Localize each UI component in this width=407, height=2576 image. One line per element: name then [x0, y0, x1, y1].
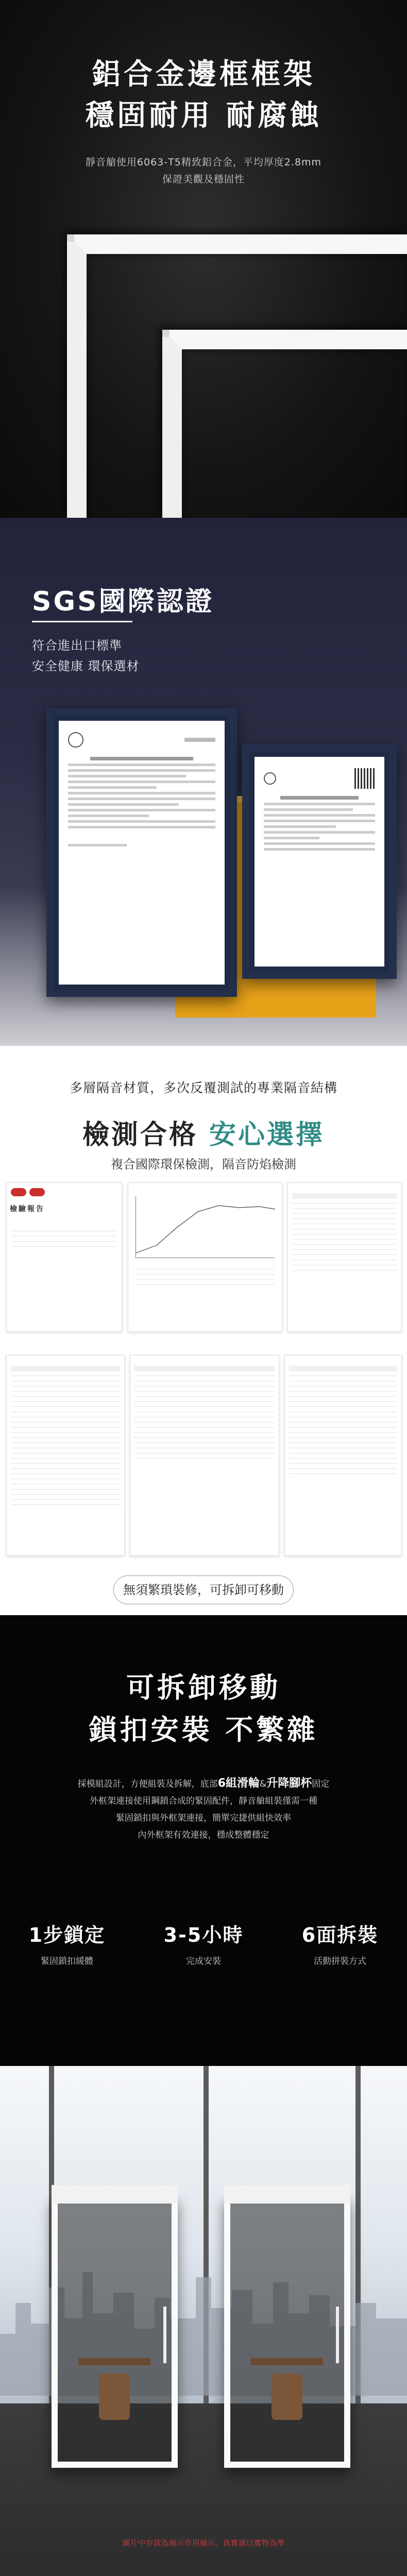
- sgs-title: SGS國際認證: [32, 586, 214, 617]
- sgs-divider: [32, 621, 132, 622]
- phone-booth-right: [224, 2197, 350, 2468]
- sgs-section: [0, 518, 407, 1046]
- stat-lock: 1步鎖定 緊固鎖扣緩體: [28, 1924, 106, 1967]
- qr-code-icon: [354, 768, 375, 789]
- report-table-page-1: [287, 1182, 402, 1332]
- detach-para-line2: 外框架連接使用鋼鎖合成的緊固配件，靜音艙組裝僅需一種: [90, 1796, 317, 1806]
- detach-title-line2: 鎖扣安裝 不繁雜: [89, 1714, 318, 1746]
- sgs-line2: 安全健康 環保選材: [32, 659, 140, 673]
- aluminum-desc-line1: 靜音艙使用6063-T5精致鋁合金，平均厚度2.8mm: [85, 157, 322, 168]
- detach-para-line1: 採模組設計，方便組裝及拆解，底部6組滑輪&升降腳杯固定: [77, 1777, 330, 1790]
- testing-title-accent: 安心選擇: [209, 1120, 325, 1150]
- aluminum-title-line1: 鋁合金邊框框架: [92, 58, 315, 91]
- detachable-section: [0, 1615, 407, 2576]
- report-table-page-3: [130, 1355, 279, 1556]
- report-cover-title: 檢驗報告: [10, 1205, 45, 1213]
- testing-title-plain: 檢測合格: [82, 1120, 210, 1150]
- image-disclaimer: 圖片中存款為展示作用展示，真實請以實物為準: [122, 2538, 285, 2548]
- aluminum-title-line2: 穩固耐用 耐腐蝕: [85, 99, 322, 132]
- sgs-seal-icon-2: [264, 772, 276, 785]
- detach-title-line1: 可拆卸移動: [126, 1671, 281, 1704]
- cma-logo-icon: [11, 1188, 26, 1196]
- testing-section: [0, 1046, 407, 1615]
- sgs-certificate-small: [242, 744, 397, 979]
- report-chart-page: [128, 1182, 282, 1332]
- frame-profile-image-2: [162, 330, 407, 518]
- aluminum-desc-line2: 保證美觀及穩固性: [162, 174, 245, 185]
- testing-title: [0, 1113, 407, 1151]
- aluminum-frame-section: [0, 0, 407, 518]
- stat-install-time: 3-5小時 完成安裝: [163, 1924, 244, 1967]
- report-table-page-2: [6, 1355, 125, 1556]
- testing-intro: 多層隔音材質，多次反覆測試的專業隔音結構: [69, 1080, 337, 1095]
- sgs-certificate-large: [46, 708, 237, 997]
- report-cover: [6, 1182, 122, 1332]
- phone-booth-left: [52, 2197, 178, 2468]
- sound-curve-chart: [136, 1196, 275, 1258]
- sgs-line1: 符合進出口標準: [32, 638, 122, 653]
- office-booth-photo: [0, 2066, 407, 2576]
- ilac-logo-icon: [29, 1188, 45, 1196]
- stat-panels: 6面拆裝 活動拼裝方式: [301, 1924, 379, 1967]
- sgs-seal-icon: [68, 732, 83, 748]
- no-renovation-pill: 無須繁瑣裝修，可拆卸可移動: [113, 1575, 294, 1604]
- testing-subtitle: 複合國際環保檢測，隔音防焰檢測: [111, 1157, 296, 1172]
- detach-para-line3: 緊固鎖扣與外框架連接，簡單完捷供組快效率: [116, 1813, 291, 1823]
- detach-para-line4: 內外框架有效連接，穩成整體穩定: [138, 1830, 269, 1840]
- report-table-page-4: [284, 1355, 402, 1556]
